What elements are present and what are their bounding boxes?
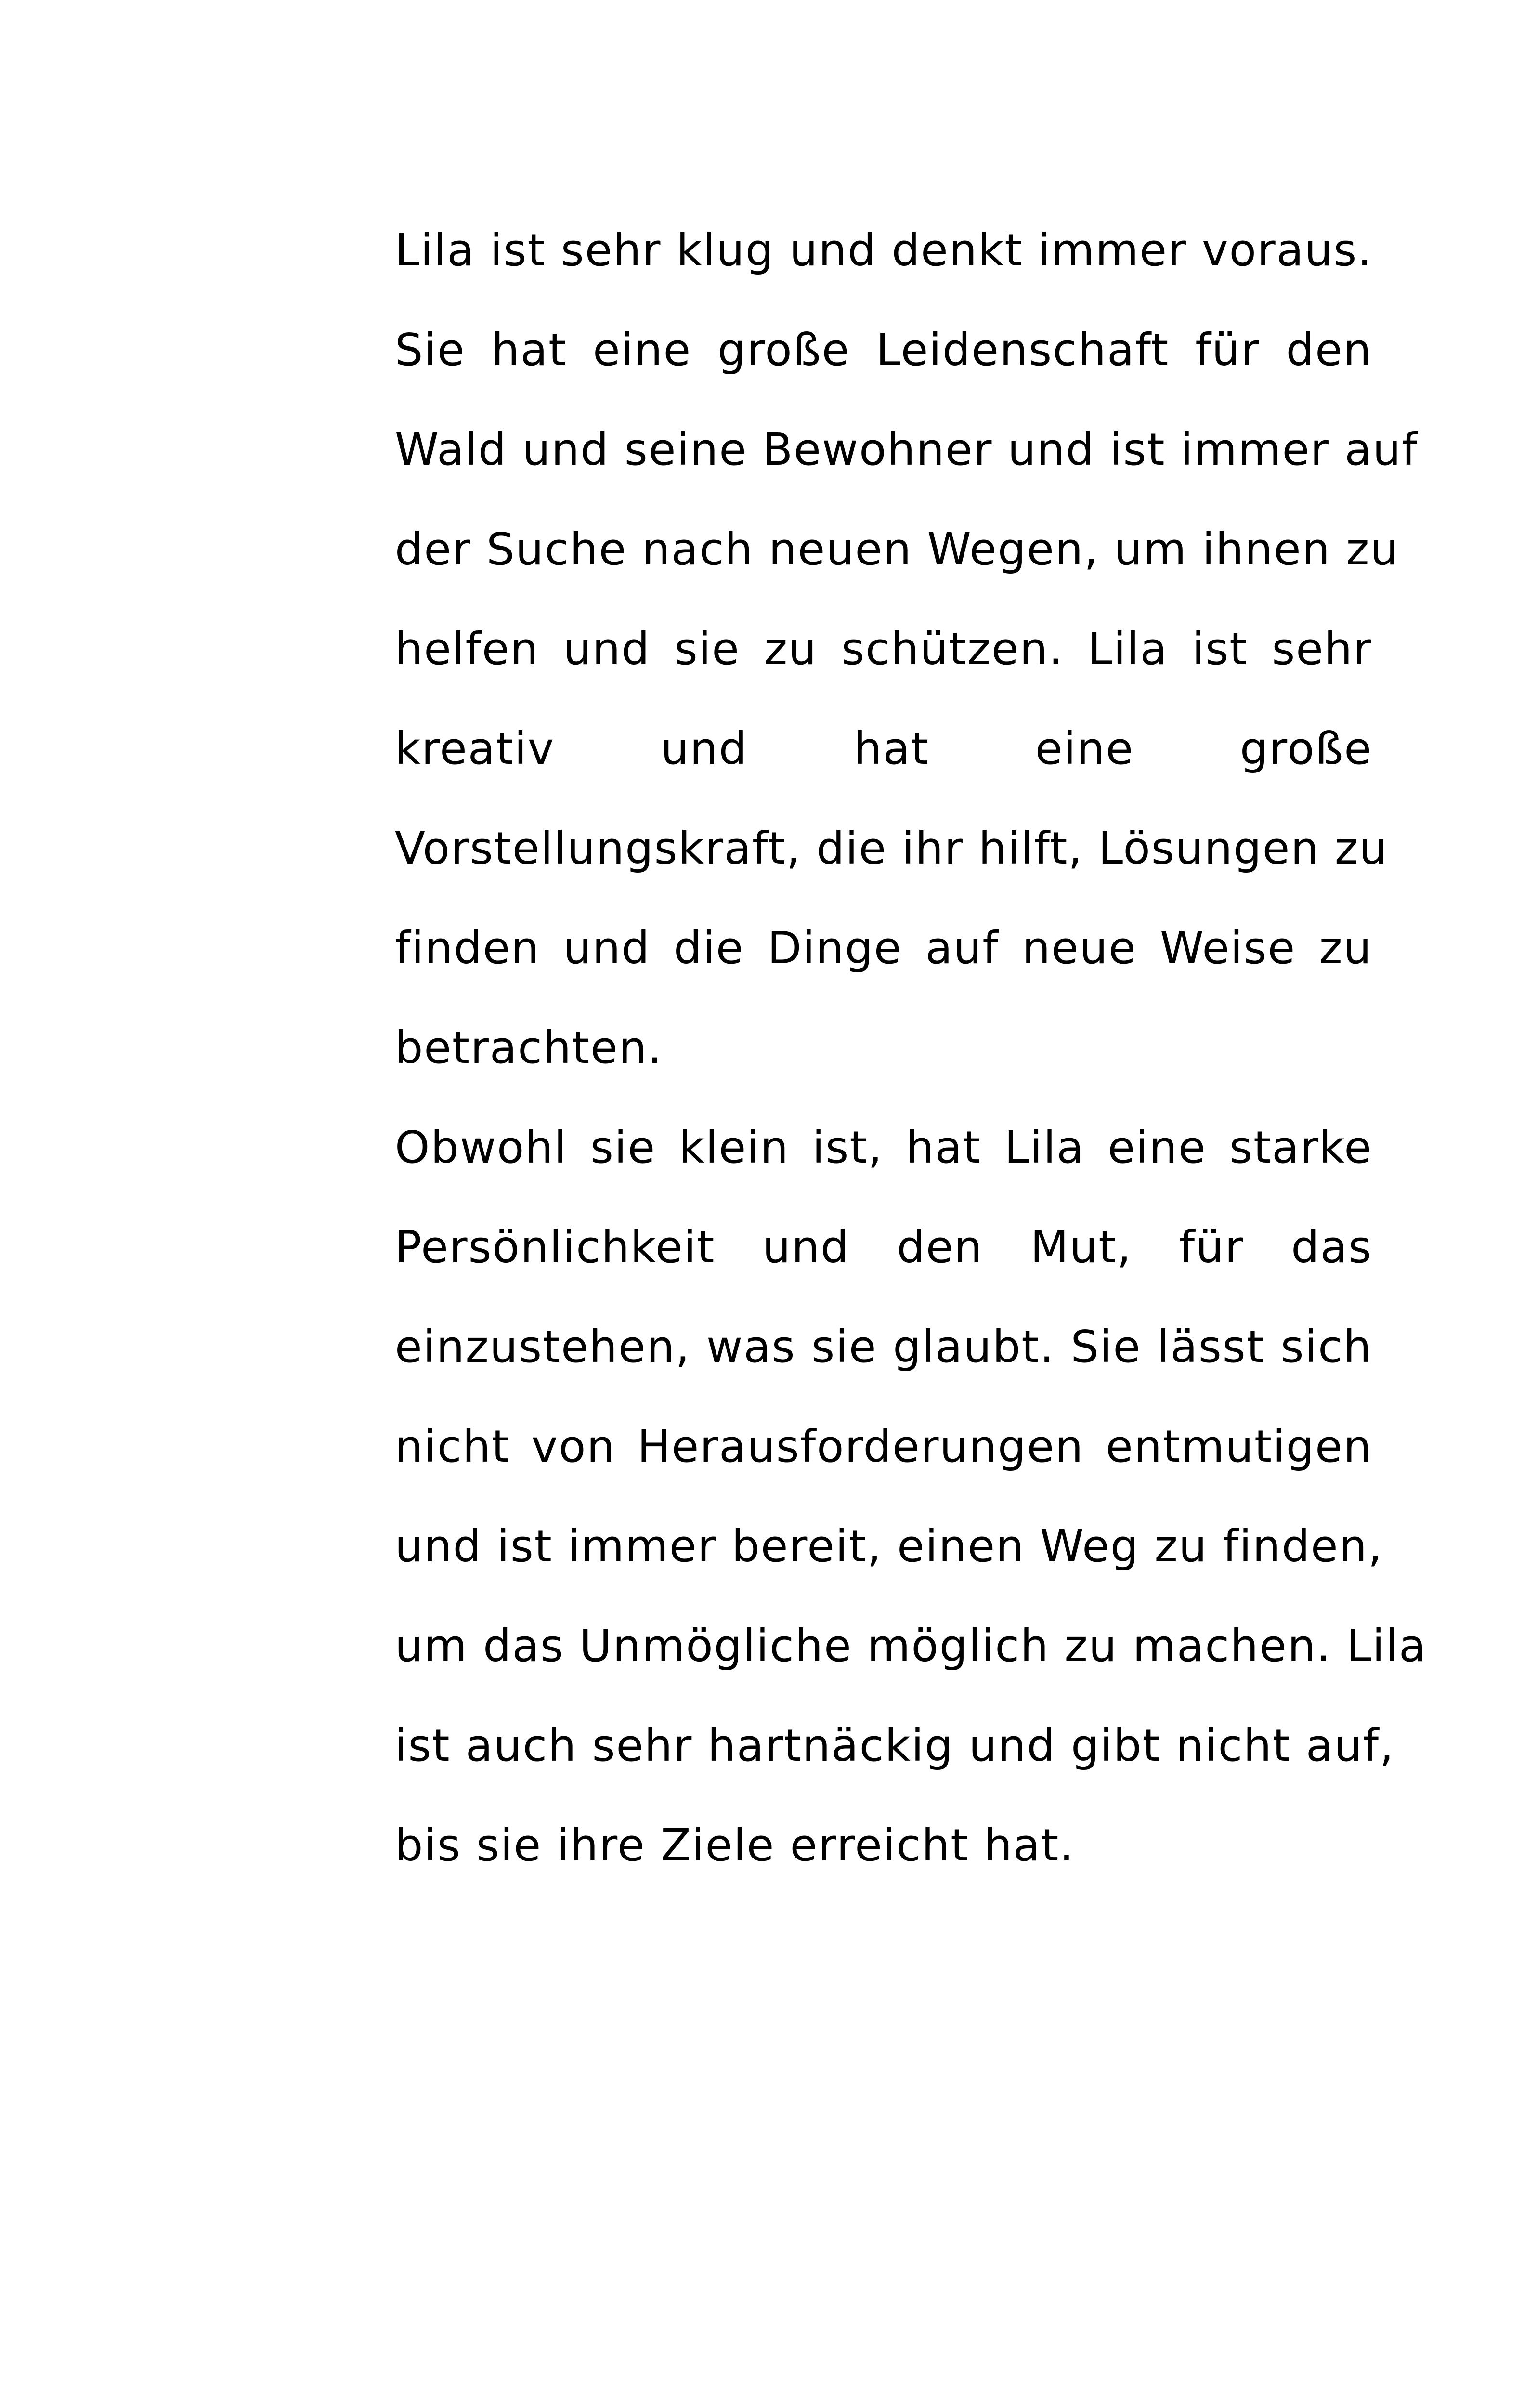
text-line: einzustehen, was sie glaubt. Sie lässt sich (395, 1321, 1372, 1373)
text-line: betrachten. (395, 1022, 663, 1073)
text-line: und ist immer bereit, einen Weg zu finden, (395, 1520, 1383, 1572)
text-line: Wald und seine Bewohner und ist immer auf (395, 424, 1419, 475)
text-line: Obwohl sie klein ist, hat Lila eine starke (395, 1122, 1372, 1173)
text-line: um das Unmögliche möglich zu machen. Lila (395, 1620, 1427, 1672)
text-line: Lila ist sehr klug und denkt immer voraus. (395, 224, 1373, 276)
text-line: Vorstellungskraft, die ihr hilft, Lösungen zu (395, 823, 1388, 874)
text-line: helfen und sie zu schützen. Lila ist sehr (395, 623, 1372, 675)
text-line: ist auch sehr hartnäckig und gibt nicht auf, (395, 1720, 1395, 1771)
text-line: Persönlichkeit und den Mut, für das (395, 1221, 1372, 1273)
text-line: nicht von Herausforderungen entmutigen (395, 1421, 1372, 1472)
text-line: bis sie ihre Ziele erreicht hat. (395, 1819, 1075, 1871)
text-line: kreativ und hat eine große (395, 723, 1372, 774)
text-line: Sie hat eine große Leidenschaft für den (395, 324, 1372, 376)
text-line: finden und die Dinge auf neue Weise zu (395, 922, 1372, 974)
text-line: der Suche nach neuen Wegen, um ihnen zu (395, 523, 1399, 575)
